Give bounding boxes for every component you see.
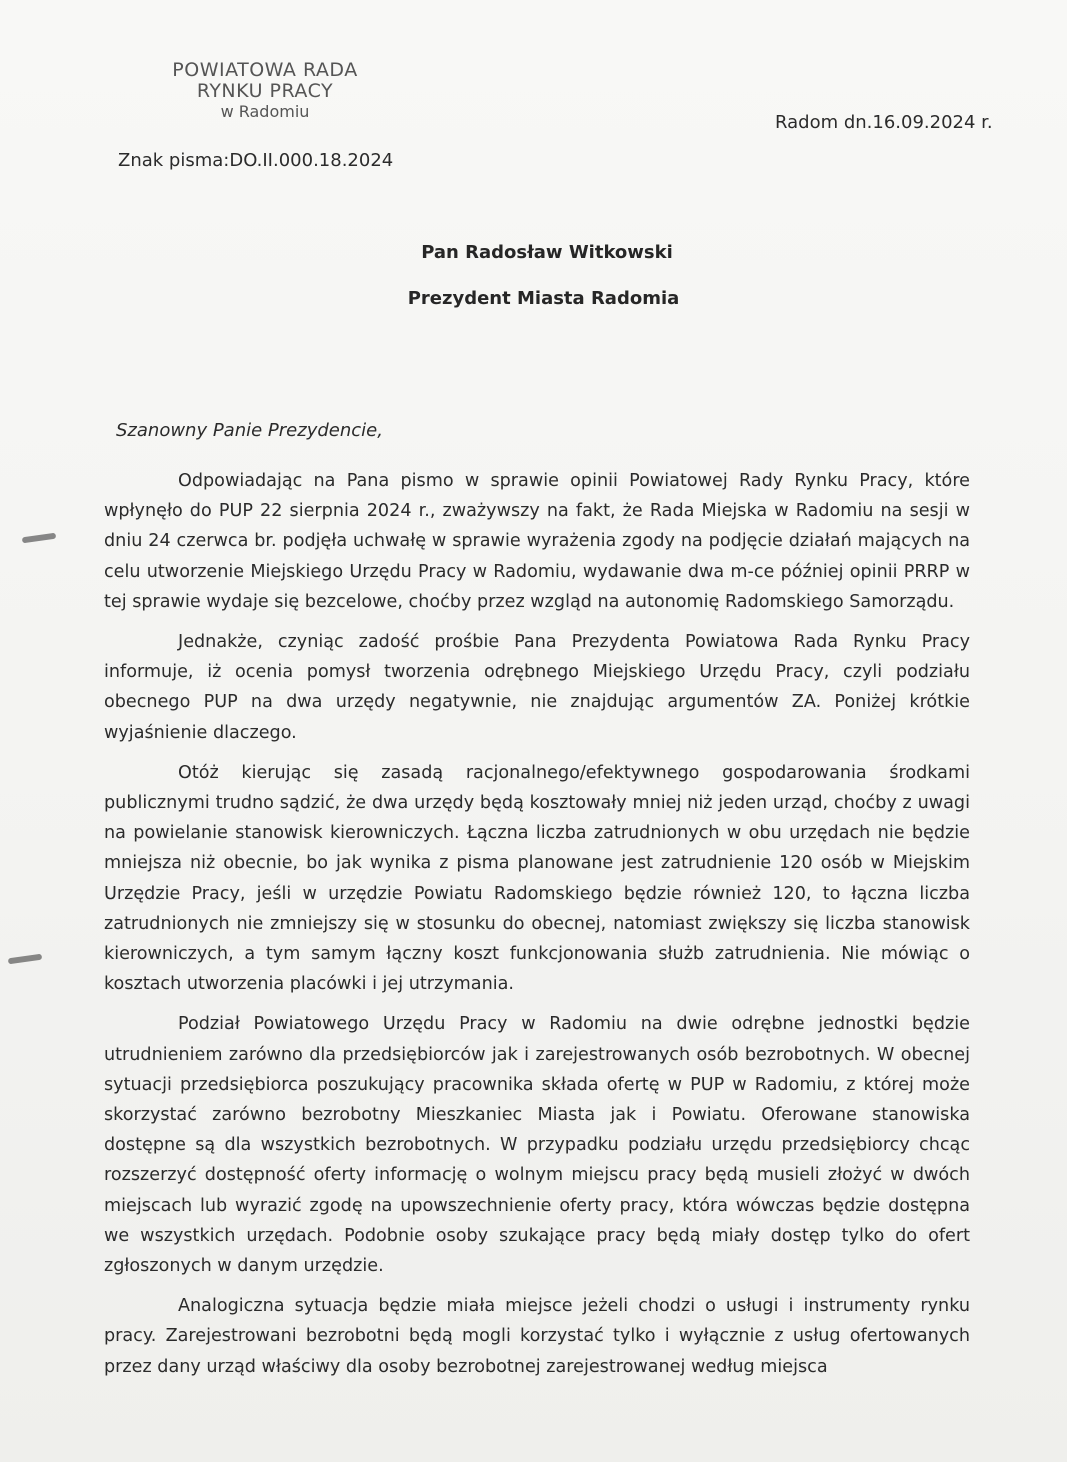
paragraph-4: Podział Powiatowego Urzędu Pracy w Radomiu na dwie odrębne jednostki będzie utrudnieniem zarówno dla przedsiębiorców jak i zarejestrowanych osób bezrobotnych. W obecnej sytuacji przedsiębiorca poszukujący pracownika składa ofertę w PUP w Radomiu, z której może skorzystać zarówno bezrobotny Mieszkaniec Miasta jak i Powiatu. Oferowane stanowiska dostępne są dla wszystkich bezrobotnych. W przypadku podziału urzędu przedsiębiorcy chcąc rozszerzyć dostępność oferty informację o wolnym miejscu pracy będą musieli złożyć w dwóch miejscach lub wyrazić zgodę na upowszechnienie oferty pracy, która wówczas będzie dostępna we wszystkich urzędach. Podobnie osoby szukające pracy będą miały dostęp tylko do ofert zgłoszonych w danym urzędzie. [104, 1014, 970, 1277]
stamp-line-2: RYNKU PRACY [196, 80, 334, 103]
office-stamp [150, 60, 380, 120]
addressee-title: Prezydent Miasta Radomia [407, 288, 680, 309]
paragraph-3: Otóż kierując się zasadą racjonalnego/efektywnego gospodarowania środkami publicznymi trudno sądzić, że dwa urzędy będą kosztowały mniej niż jeden urząd, choćby z uwagi na powielanie stanowisk kierowniczych. Łączna liczba zatrudnionych w obu urzędach nie będzie mniejsza niż obecnie, bo jak wynika z pisma planowane jest zatrudnienie 120 osób w Miejskim Urzędzie Pracy, jeśli w urzędzie Powiatu Radomskiego będzie również 120, to łączna liczba zatrudnionych nie zmniejszy się w stosunku do obecnej, natomiast zwiększy się liczba stanowisk kierowniczych, a tym samym łączny koszt funkcjonowania służb zatrudnienia. Nie mówiąc o kosztach utworzenia placówki i jej utrzymania. [104, 762, 970, 995]
letter-body [104, 466, 970, 1392]
paragraph-1: Odpowiadając na Pana pismo w sprawie opinii Powiatowej Rady Rynku Pracy, które wpłynęło do PUP 22 sierpnia 2024 r., zważywszy na fakt, że Rada Miejska w Radomiu na sesji w dniu 24 czerwca br. podjęła uchwałę w sprawie wyrażenia zgody na podjęcie działań mających na celu utworzenie Miejskiego Urzędu Pracy w Radomiu, wydawanie dwa m-ce później opinii PRRP w tej sprawie wydaje się bezcelowe, choćby przez wzgląd na autonomię Radomskiego Samorządu. [104, 471, 970, 612]
letter-date: Radom dn.16.09.2024 r. [775, 112, 993, 133]
stamp-line-3: w Radomiu [220, 101, 310, 121]
paragraph-5: Analogiczna sytuacja będzie miała miejsce jeżeli chodzi o usługi i instrumenty rynku pracy. Zarejestrowani bezrobotni będą mogli korzystać tylko i wyłącznie z usług ofertowanych przez dany urząd właściwy dla osoby bezrobotnej zarejestrowanej według miejsca [104, 1296, 970, 1377]
paragraph-2: Jednakże, czyniąc zadość prośbie Pana Prezydenta Powiatowa Rada Rynku Pracy informuje, iż ocenia pomysł tworzenia odrębnego Miejskiego Urzędu Pracy, czyli podziału obecnego PUP na dwa urzędy negatywnie, nie znajdując argumentów ZA. Poniżej krótkie wyjaśnienie dlaczego. [104, 632, 970, 743]
margin-mark [8, 954, 43, 965]
addressee-name: Pan Radosław Witkowski [421, 242, 673, 263]
stamp-line-1: POWIATOWA RADA [172, 59, 358, 81]
margin-mark [22, 533, 57, 544]
reference-number: Znak pisma:DO.II.000.18.2024 [118, 150, 394, 171]
salutation: Szanowny Panie Prezydencie, [116, 420, 383, 441]
